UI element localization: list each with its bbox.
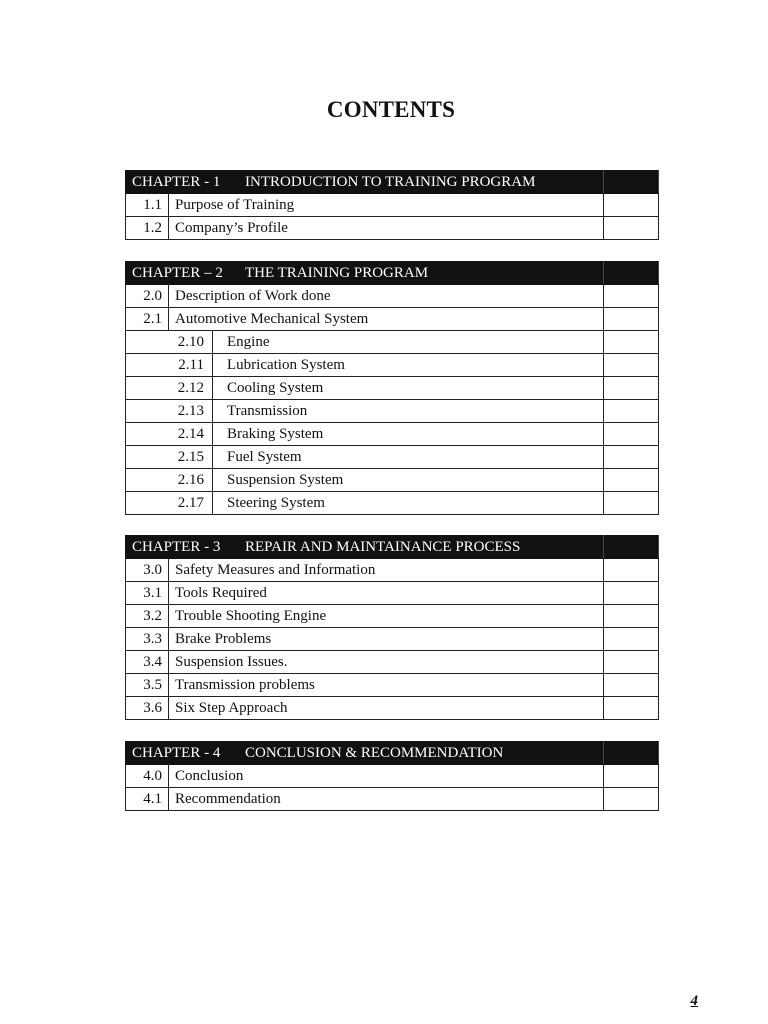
chapter-4-table <box>125 741 659 811</box>
section-number: 1.2 <box>126 217 169 240</box>
page-cell <box>604 469 659 492</box>
toc-row <box>126 697 659 720</box>
section-title: Brake Problems <box>169 628 604 651</box>
chapter-heading: INTRODUCTION TO TRAINING PROGRAM <box>245 173 536 190</box>
chapter-2-table <box>125 261 659 515</box>
toc-row <box>126 788 659 811</box>
toc-row <box>126 605 659 628</box>
toc-subrow <box>126 492 659 515</box>
section-title: Conclusion <box>169 765 604 788</box>
chapter-header-cell <box>126 262 604 285</box>
page-number: 4 <box>690 993 698 1009</box>
page-cell <box>604 308 659 331</box>
section-title: Company’s Profile <box>169 217 604 240</box>
page-cell <box>604 377 659 400</box>
section-number: 3.4 <box>126 651 169 674</box>
page-cell <box>604 742 659 765</box>
section-number: 3.1 <box>126 582 169 605</box>
page-cell <box>604 492 659 515</box>
toc-row <box>126 308 659 331</box>
chapter-header <box>126 171 659 194</box>
toc-subrow <box>126 354 659 377</box>
chapter-label: CHAPTER - 3 <box>132 538 221 555</box>
subsection-title: Engine <box>213 331 604 354</box>
section-number: 3.6 <box>126 697 169 720</box>
page-cell <box>604 217 659 240</box>
section-number: 3.5 <box>126 674 169 697</box>
section-number: 1.1 <box>126 194 169 217</box>
page-cell <box>604 697 659 720</box>
toc-row <box>126 765 659 788</box>
section-title: Trouble Shooting Engine <box>169 605 604 628</box>
toc-row <box>126 628 659 651</box>
chapter-3-table <box>125 535 659 720</box>
chapter-heading: THE TRAINING PROGRAM <box>245 264 429 281</box>
page-cell <box>604 285 659 308</box>
section-number: 4.0 <box>126 765 169 788</box>
chapter-header <box>126 742 659 765</box>
page-cell <box>604 674 659 697</box>
page-cell <box>604 559 659 582</box>
chapter-label: CHAPTER - 4 <box>132 744 221 761</box>
page-cell <box>604 423 659 446</box>
subsection-number: 2.16 <box>126 469 213 492</box>
chapter-heading: CONCLUSION & RECOMMENDATION <box>245 744 504 761</box>
section-number: 2.0 <box>126 285 169 308</box>
subsection-title: Transmission <box>213 400 604 423</box>
subsection-number: 2.15 <box>126 446 213 469</box>
subsection-number: 2.14 <box>126 423 213 446</box>
toc-row <box>126 651 659 674</box>
page-cell <box>604 331 659 354</box>
toc-row <box>126 582 659 605</box>
subsection-title: Steering System <box>213 492 604 515</box>
section-number: 3.2 <box>126 605 169 628</box>
section-number: 2.1 <box>126 308 169 331</box>
chapter-1-table <box>125 170 659 240</box>
subsection-title: Suspension System <box>213 469 604 492</box>
page-cell <box>604 446 659 469</box>
page-cell <box>604 194 659 217</box>
section-title: Recommendation <box>169 788 604 811</box>
page-cell <box>604 400 659 423</box>
section-title: Tools Required <box>169 582 604 605</box>
toc-subrow <box>126 331 659 354</box>
section-number: 3.0 <box>126 559 169 582</box>
page-title: CONTENTS <box>326 97 456 122</box>
section-number: 3.3 <box>126 628 169 651</box>
toc-row <box>126 674 659 697</box>
page-cell <box>604 651 659 674</box>
toc-subrow <box>126 377 659 400</box>
page-cell <box>604 171 659 194</box>
subsection-number: 2.11 <box>126 354 213 377</box>
subsection-title: Braking System <box>213 423 604 446</box>
section-title: Suspension Issues. <box>169 651 604 674</box>
toc-row <box>126 217 659 240</box>
toc-row <box>126 194 659 217</box>
subsection-number: 2.12 <box>126 377 213 400</box>
toc-subrow <box>126 400 659 423</box>
section-title: Purpose of Training <box>169 194 604 217</box>
subsection-title: Fuel System <box>213 446 604 469</box>
page-cell <box>604 536 659 559</box>
subsection-title: Lubrication System <box>213 354 604 377</box>
subsection-number: 2.13 <box>126 400 213 423</box>
chapter-header-cell <box>126 742 604 765</box>
subsection-title: Cooling System <box>213 377 604 400</box>
toc-subrow <box>126 469 659 492</box>
chapter-label: CHAPTER – 2 <box>132 264 223 281</box>
section-number: 4.1 <box>126 788 169 811</box>
page-cell <box>604 582 659 605</box>
section-title: Transmission problems <box>169 674 604 697</box>
toc-row <box>126 559 659 582</box>
page-cell <box>604 262 659 285</box>
toc-subrow <box>126 446 659 469</box>
page-cell <box>604 628 659 651</box>
chapter-heading: REPAIR AND MAINTAINANCE PROCESS <box>245 538 521 555</box>
page-cell <box>604 765 659 788</box>
subsection-number: 2.10 <box>126 331 213 354</box>
section-title: Automotive Mechanical System <box>169 308 604 331</box>
chapter-header <box>126 262 659 285</box>
toc-row <box>126 285 659 308</box>
section-title: Six Step Approach <box>169 697 604 720</box>
chapter-label: CHAPTER - 1 <box>132 173 221 190</box>
page-cell <box>604 354 659 377</box>
toc-subrow <box>126 423 659 446</box>
subsection-number: 2.17 <box>126 492 213 515</box>
section-title: Safety Measures and Information <box>169 559 604 582</box>
chapter-header-cell <box>126 171 604 194</box>
section-title: Description of Work done <box>169 285 604 308</box>
chapter-header-cell <box>126 536 604 559</box>
page-cell <box>604 605 659 628</box>
chapter-header <box>126 536 659 559</box>
page-cell <box>604 788 659 811</box>
